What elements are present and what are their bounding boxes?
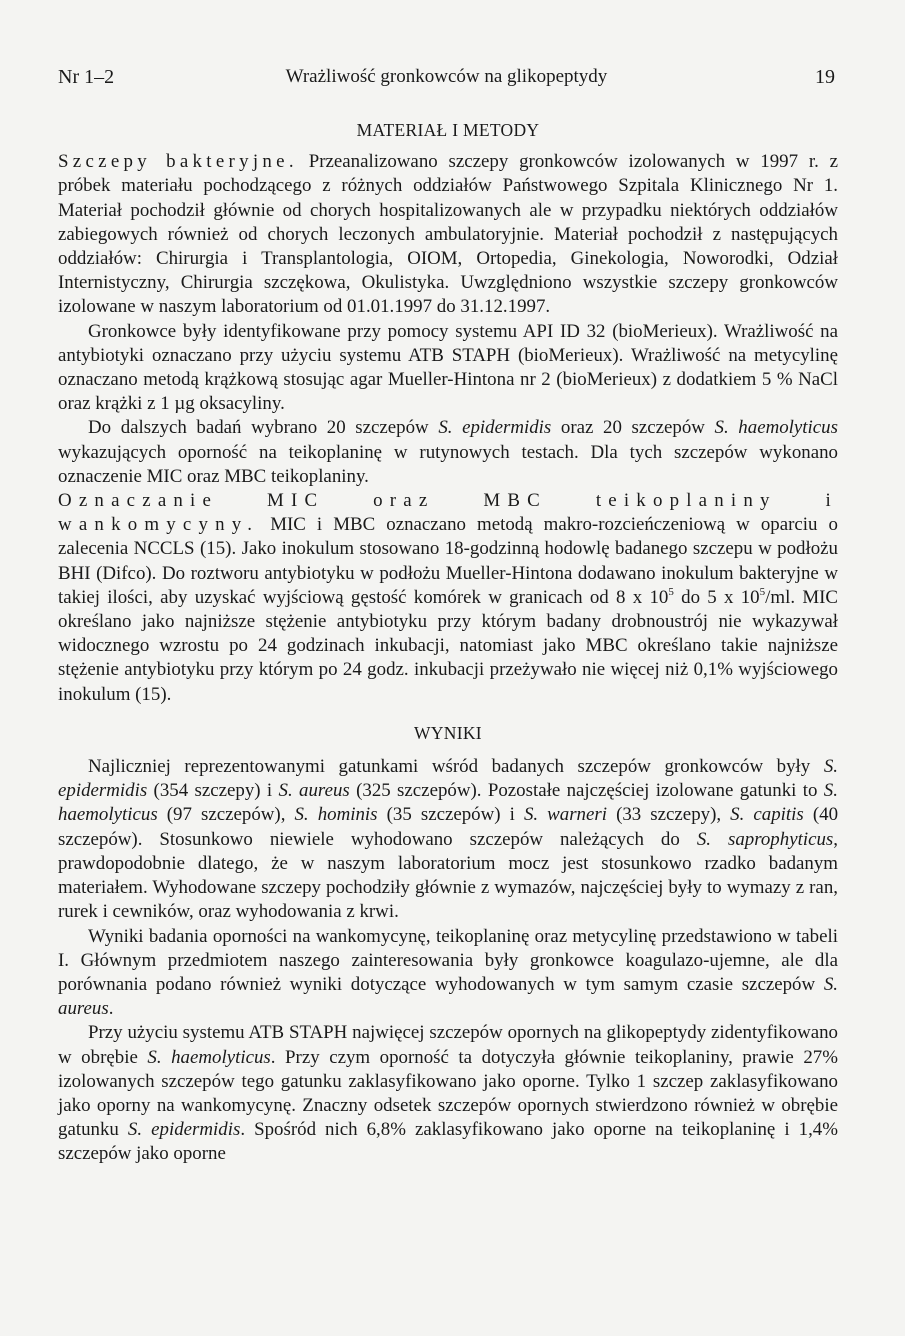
paragraph-strains (58, 150, 838, 319)
article-body (58, 118, 838, 1167)
text-run: (35 szczepów) i (386, 804, 515, 826)
text-run: Przy użyciu systemu ATB STAPH najwięcej szczepów opornych na glikopeptydy zidentyfikowano w obrębie (58, 1022, 838, 1068)
text-run: (354 szczepy) i (153, 780, 273, 802)
text-run: Do dalszych badań wybrano 20 szczepów (88, 417, 429, 439)
paragraph-mic-mbc (58, 489, 838, 707)
running-title: Wrażliwość gronkowców na glikopeptydy (285, 66, 608, 87)
text-run: (325 szczepów). Pozostałe najczęściej izolowane gatunki to (356, 780, 818, 802)
paragraph-text: Gronkowce były identyfikowane przy pomocy systemu API ID 32 (bioMerieux). Wrażliwość na antybiotyki oznaczano przy użyciu systemu ATB STAPH (bioMerieux). Wrażliwość na metycylinę oznaczano metodą krążkową stosując agar Mueller-Hintona nr 2 (bioMerieux) z dodatkiem 5 % NaCl oraz krążki z 1 µg oksacyliny. (58, 320, 838, 415)
paragraph-species (58, 755, 838, 924)
paragraph-atb-staph (58, 1021, 838, 1166)
exponent: 5 (759, 585, 766, 598)
species-name: S. epidermidis (58, 756, 838, 802)
text-run: (40 szczepów). Stosunkowo niewiele wyhodowano szczepów należących do (58, 804, 839, 850)
species-name: S. haemolyticus (58, 780, 838, 826)
species-name: S. aureus (278, 780, 350, 802)
text-run: /ml. MIC określano jako najniższe stężenie antybiotyku przy którym badany drobnoustrój nie wykazywał widocznego wzrostu po 24 godzinach inkubacji, natomiast jako MBC określano takie najniższe stężenie antybiotyku przy którym po 24 godz. inkubacji przeżywało nie więcej niż 0,1% wyjściowego inokulum (15). (58, 586, 839, 705)
text-run: , prawdopodobnie dlatego, że w naszym laboratorium mocz jest stosunkowo rzadko badanym materiałem. Wyhodowane szczepy pochodziły głównie z wymazów, najczęściej były to wymazy z ran, rurek i cewników, oraz wyhodowania z krwi. (58, 828, 838, 923)
exponent: 5 (668, 585, 674, 598)
text-run: MIC i MBC oznaczano metodą makro-rozcieńczeniową w oparciu o zalecenia NCCLS (15). Jako inokulum stosowano 18-godzinną hodowlę badanego szczepu w podłożu BHI (Difco). Do roztworu antybiotyku w podłożu Mueller-Hintona dodawano inokulum bakteryjne w takiej ilości, aby uzyskać wyjściową gęstość komórek w granicach od 8 x 10 (58, 514, 838, 608)
text-run: . Przy czym oporność ta dotyczyła głównie teikoplaniny, prawie 27% izolowanych szczepów tego gatunku zaklasyfikowano jako oporne. Tylko 1 szczep zaklasyfikowano jako oporny na wankomycynę. Znaczny odsetek szczepów opornych stwierdzono również w obrębie gatunku (58, 1046, 838, 1141)
species-name: S. epidermidis (127, 1119, 241, 1141)
section-heading-methods: MATERIAŁ I METODY (356, 120, 540, 140)
paragraph-text: Przeanalizowano szczepy gronkowców izolowanych w 1997 r. z próbek materiału pochodzącego z różnych oddziałów Państwowego Szpitala Klinicznego Nr 1. Materiał pochodził głównie od chorych hospitalizowanych ale w przypadku niektórych oddziałów zabiegowych również od chorych leczonych ambulatoryjnie. Materiał pochodził z następujących oddziałów: Chirurgia i Transplantologia, OIOM, Ortopedia, Ginekologia, Noworodki, Odział Internistyczny, Chirurgia szczękowa, Okulistyka. Uwzględniono wszystkie szczepy gronkowców izolowane w naszym laboratorium od 01.01.1997 do 31.12.1997. (58, 151, 838, 318)
paragraph-lead-strains: Szczepy bakteryjne. (58, 151, 298, 173)
text-run: wykazujących oporność na teikoplaninę w rutynowych testach. Dla tych szczepów wykonano oznaczenie MIC oraz MBC teikoplaniny. (58, 441, 838, 487)
text-run: . Spośród nich 6,8% zaklasyfikowano jako oporne na teikoplaninę i 1,4% szczepów jako oporne (58, 1119, 838, 1165)
paragraph-selection (58, 416, 838, 489)
species-name: S. warneri (523, 804, 607, 826)
species-name: S. aureus (58, 973, 838, 1020)
paragraph-resistance-table (58, 925, 838, 1022)
text-run: oraz 20 szczepów (560, 417, 705, 439)
paragraph-lead-mic-mbc: Oznaczanie MIC oraz MBC teikoplaniny i wankomycyny. (58, 490, 838, 536)
species-name: S. haemolyticus (147, 1046, 271, 1068)
text-run: . (108, 998, 114, 1020)
species-name: S. saprophyticus (696, 828, 834, 850)
species-name: S. haemolyticus (714, 417, 838, 439)
species-name: S. epidermidis (438, 417, 552, 439)
section-heading-results: WYNIKI (414, 722, 482, 743)
species-name: S. hominis (294, 804, 378, 826)
text-run: do 5 x 10 (673, 586, 760, 608)
running-header (58, 66, 835, 92)
journal-issue: Nr 1–2 (58, 66, 115, 88)
text-run: Najliczniej reprezentowanymi gatunkami wśród badanych szczepów gronkowców były (88, 756, 811, 778)
text-run: (97 szczepów), (166, 804, 286, 826)
text-run: (33 szczepy), (616, 804, 722, 826)
page-number: 19 (815, 66, 835, 88)
paragraph-identification (58, 320, 838, 417)
species-name: S. capitis (730, 804, 804, 826)
text-run: Wyniki badania oporności na wankomycynę, teikoplaninę oraz metycylinę przedstawiono w tabeli I. Głównym przedmiotem naszego zainteresowania były gronkowce koagulazo-ujemne, ale dla porównania podano również wyniki dotyczące wyhodowanych w tym samym czasie szczepów (58, 925, 838, 995)
